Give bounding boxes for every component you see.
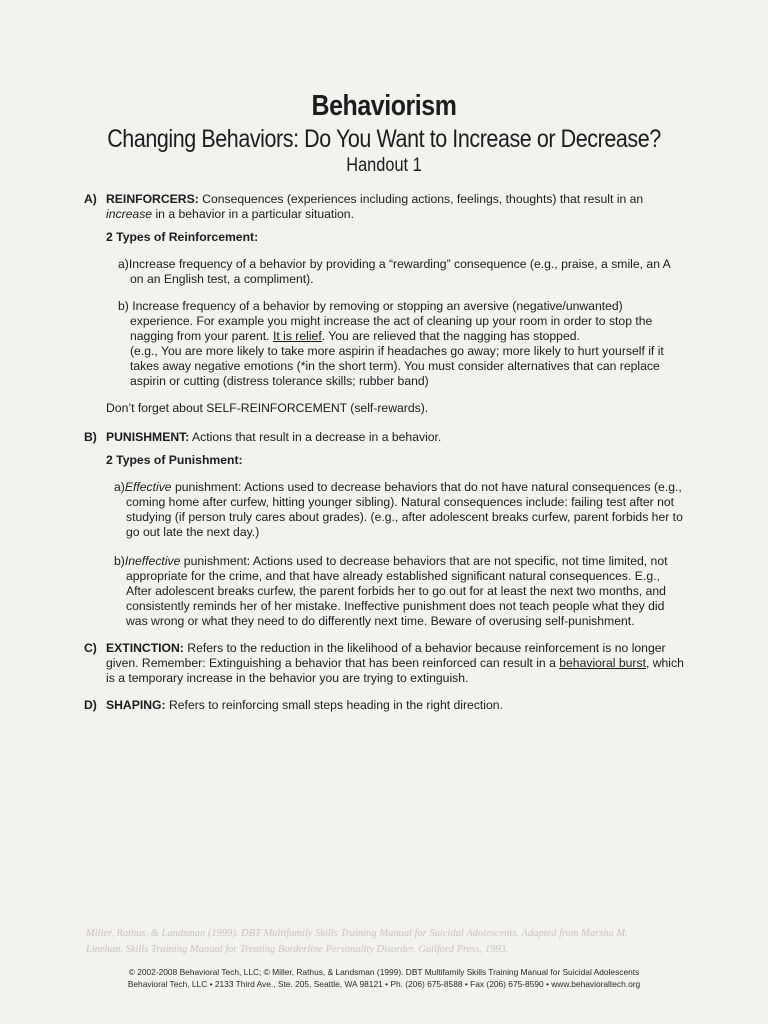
item-emphasis: Effective [124,480,172,494]
definition-emphasis: increase [106,207,153,221]
definition-text: Actions that result in a decrease in a behavior. [189,430,442,444]
document-subtitle: Changing Behaviors: Do You Want to Increase or Decrease? [107,125,661,153]
definition-text: , which is a temporary increase in the behavior you are trying to extinguish. [106,656,684,685]
section-definition [106,698,684,713]
section-heading: PUNISHMENT: [106,430,190,444]
section-reinforcers [84,192,684,222]
item-text: . You are relieved that the nagging has stopped. [321,329,580,343]
item-text: Increase frequency of a behavior by providing a “rewarding” consequence (e.g., praise, a smile, an A on an English test, a compliment). [128,257,671,286]
subsection-heading: 2 Types of Reinforcement: [106,230,259,244]
underlined-text: behavioral burst [559,656,646,670]
section-letter: B) [84,430,97,444]
section-definition [106,641,684,686]
faded-citation-line: Linehan. Skills Training Manual for Treating Borderline Personality Disorder. Guilford Press, 1993. [86,944,509,955]
item-prefix: a) [118,257,129,271]
section-extinction [84,641,684,686]
item-prefix: b) [118,299,133,313]
item-text: punishment: Actions used to decrease behaviors that do not have natural consequences (e.g., coming home after curfew, hitting younger sibling). Natural consequences include: failing test after not studying (if person truly cares about grades). (e.g., after adolescent breaks curfew, parent forbids her to go out late the next day.) [126,480,683,539]
section-heading: REINFORCERS: [106,192,199,206]
section-letter: A) [84,192,97,206]
section-shaping [84,698,684,713]
item-text: punishment: Actions used to decrease behaviors that are not specific, not time limited, not appropriate for the crime, and that have already established significant natural consequences. E.g., After adolescent breaks curfew, the parent forbids her to go out for at least the next two months, and consistently reminds her of her mistake. Ineffective punishment does not teach people what they did was wrong or what they need to do differently next time. Beware of overusing self-punishment. [126,554,668,628]
definition-text: Refers to reinforcing small steps heading in the right direction. [165,698,503,712]
section-heading: SHAPING: [106,698,166,712]
faded-citation-line: Miller, Rathus, & Landsman (1999). DBT Multifamily Skills Training Manual for Suicidal Adolescents. Adapted from Marsha M. [86,928,628,939]
section-definition [106,430,684,445]
copyright-line: © 2002-2008 Behavioral Tech, LLC; © Miller, Rathus, & Landsman (1999). DBT Multifamily Skills Training Manual for Suicidal Adolescents [128,967,640,977]
item-emphasis: Ineffective [124,554,181,568]
item-example: (e.g., You are more likely to take more aspirin if headaches go away; more likely to hurt yourself if it takes away negative emotions (*in the short term). You must consider alternatives that can replace aspirin or cutting (distress tolerance skills; rubber band) [130,344,664,388]
section-heading: EXTINCTION: [106,641,184,655]
section-definition [106,192,684,222]
list-item [114,480,684,540]
address-line: Behavioral Tech, LLC • 2133 Third Ave., Ste. 205, Seattle, WA 98121 • Ph. (206) 675-8588 • Fax (206) 675-8590 • www.behavioraltech.org [127,979,641,989]
definition-text: Consequences (experiences including actions, feelings, thoughts) that result in an [198,192,644,206]
definition-text: Refers to the reduction in the likelihood of a behavior because reinforcement is no longer given. Remember: Extinguishing a behavior that has been reinforced can result in a [106,641,666,670]
handout-number: Handout 1 [346,155,422,176]
subsection-heading: 2 Types of Punishment: [106,453,243,467]
page-footer [0,966,768,990]
section-letter: D) [84,698,97,712]
underlined-text: It is relief [272,329,322,343]
self-reinforcement-note: Don’t forget about SELF-REINFORCEMENT (self-rewards). [106,401,429,415]
item-prefix: b) [114,554,125,568]
section-letter: C) [84,641,97,655]
list-item [118,257,684,287]
document-body [84,192,684,713]
item-text: Increase frequency of a behavior by removing or stopping an aversive (negative/unwanted) experience. For example you might increase the act of cleaning up your room in order to stop the nagging from your parent. [130,299,653,343]
item-prefix: a) [114,480,125,494]
list-item [114,554,684,629]
definition-text: in a behavior in a particular situation. [152,207,354,221]
list-item [118,299,684,389]
document-title: Behaviorism [311,90,457,122]
section-punishment [84,430,684,445]
